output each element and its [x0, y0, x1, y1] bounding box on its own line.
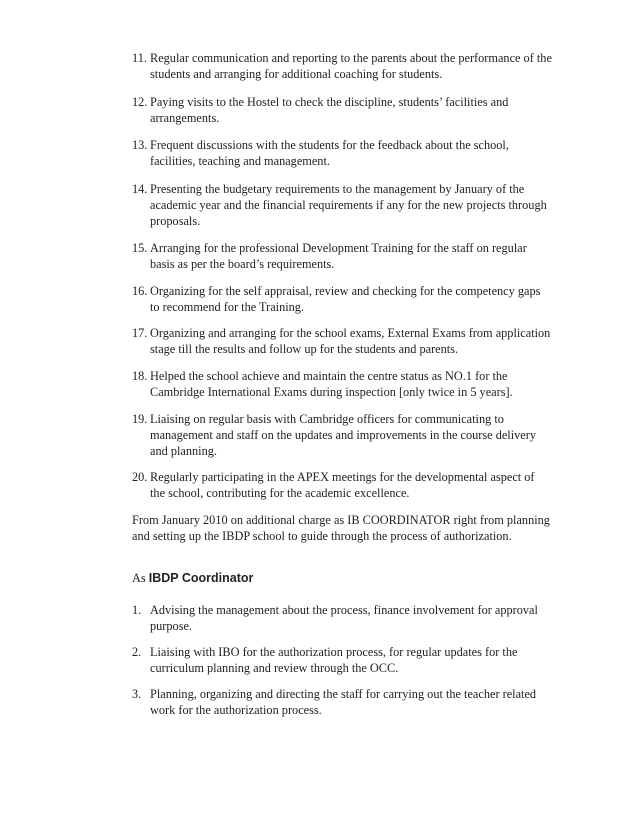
list-item	[132, 644, 552, 676]
item-text: Organizing and arranging for the school exams, External Exams from application stage till the results and follow up for the students and parents.	[150, 326, 551, 356]
item-text: Regularly participating in the APEX meetings for the developmental aspect of the school, contributing for the academic excellence.	[150, 470, 535, 500]
list-item	[132, 137, 552, 169]
item-text: Planning, organizing and directing the staff for carrying out the teacher related work for the authorization process.	[150, 687, 537, 717]
list-item	[132, 50, 552, 82]
list-item	[132, 283, 552, 315]
list-item	[132, 602, 552, 634]
item-text: Arranging for the professional Development Training for the staff on regular basis as per the board’s requirements.	[150, 241, 527, 271]
item-text: Paying visits to the Hostel to check the discipline, students’ facilities and arrangements.	[150, 95, 509, 125]
item-number: 18.	[132, 369, 148, 383]
item-number: 1.	[132, 603, 142, 617]
list-item	[132, 469, 552, 501]
list-item	[132, 181, 552, 229]
item-text: Liaising with IBO for the authorization process, for regular updates for the curriculum planning and review through the OCC.	[150, 645, 518, 675]
item-text: Liaising on regular basis with Cambridge officers for communicating to management and staff on the updates and improvements in the course delivery and planning.	[150, 412, 536, 458]
item-number: 15.	[132, 241, 148, 255]
item-text: Organizing for the self appraisal, review and checking for the competency gaps to recommend for the Training.	[150, 284, 541, 314]
ib-coordinator-paragraph: From January 2010 on additional charge as IB COORDINATOR right from planning and setting up the IBDP school to guide through the process of authorization.	[132, 513, 550, 543]
list-item	[132, 368, 552, 400]
list-item	[132, 94, 552, 126]
list-item	[132, 411, 552, 459]
item-number: 3.	[132, 687, 142, 701]
item-number: 16.	[132, 284, 148, 298]
list-item	[132, 686, 552, 718]
item-number: 11.	[132, 51, 147, 65]
item-text: Advising the management about the process, finance involvement for approval purpose.	[150, 603, 538, 633]
item-number: 20.	[132, 470, 148, 484]
list-item	[132, 240, 552, 272]
item-number: 13.	[132, 138, 148, 152]
heading-title: IBDP Coordinator	[148, 571, 254, 585]
item-number: 12.	[132, 95, 148, 109]
item-number: 19.	[132, 412, 148, 426]
item-number: 17.	[132, 326, 148, 340]
section-heading	[132, 570, 552, 586]
item-text: Regular communication and reporting to the parents about the performance of the students and arranging for additional coaching for students.	[150, 51, 552, 81]
item-number: 14.	[132, 182, 148, 196]
item-text: Helped the school achieve and maintain the centre status as NO.1 for the Cambridge International Exams during inspection [only twice in 5 years].	[150, 369, 513, 399]
item-text: Frequent discussions with the students for the feedback about the school, facilities, teaching and management.	[150, 138, 509, 168]
item-number: 2.	[132, 645, 142, 659]
list-item	[132, 325, 552, 357]
heading-prefix: As	[132, 571, 146, 585]
item-text: Presenting the budgetary requirements to the management by January of the academic year and the financial requirements if any for the new projects through proposals.	[150, 182, 547, 228]
